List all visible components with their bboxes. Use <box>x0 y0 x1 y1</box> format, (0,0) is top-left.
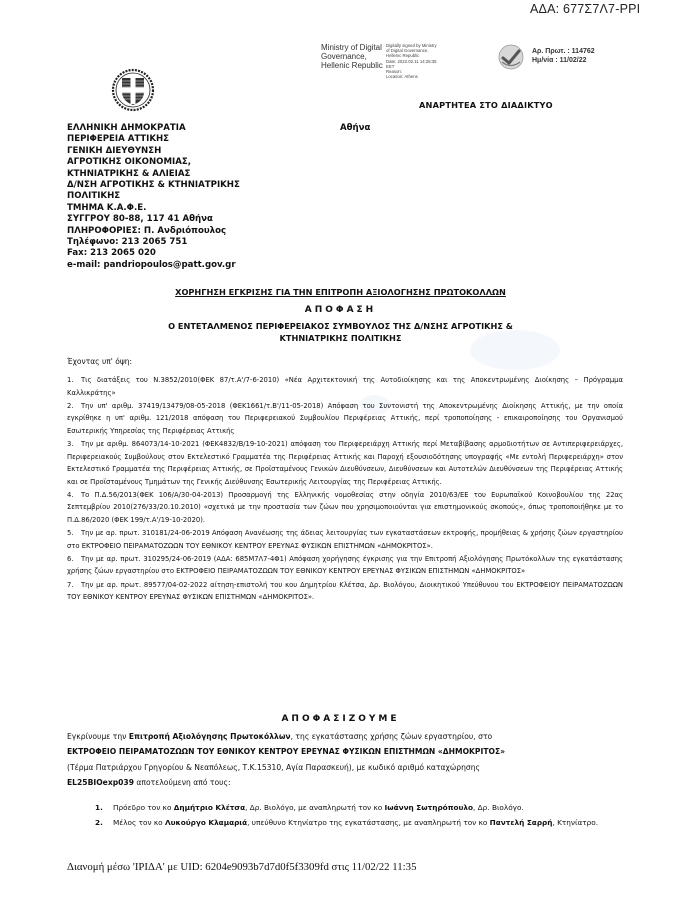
item-text: Την με αρ. πρωτ. 310181/24-06-2019 Απόφαση Ανανέωσης της άδειας λειτουργίας των εγκαταστάσεων εκτροφής, προμήθειας & χρήσης ζώων εργαστηρίου στο ΕΚΤΡΟΦΕΙΟ ΠΕΙΡΑΜΑΤΟΖΩΩΝ ΤΟΥ ΕΘΝΙΚΟΥ ΚΕΝΤΡΟΥ ΕΡΕΥΝΑΣ ΦΥΣΙΚΩΝ ΕΠΙΣΤΗΜΩΝ «ΔΗΜΟΚΡΙΤΟΣ». <box>67 529 623 550</box>
committee-members <box>95 800 625 830</box>
signature-line: of Digital Governance, <box>386 48 429 54</box>
hellenic-emblem-icon <box>111 68 155 112</box>
item-number: 6. <box>67 554 74 563</box>
sender-line: ΠΟΛΙΤΙΚΗΣ <box>67 191 121 202</box>
signature-line: EET <box>386 63 395 69</box>
item-text: Την υπ' αριθμ. 37419/13479/08-05-2018 (ΦΕΚ1661/τ.Β'/11-05-2018) Απόφαση του Συντονιστή της Αποκεντρωμένης Διοίκησης Αττικής, με την οποία εγκρίθηκε η υπ' αριθμ. 121/2018 απόφαση του Περιφερειακού Συμβουλίου Περιφέρειας Αττικής, περί τροποποίησης - επικαιροποίησης του Οργανισμού Εσωτερικής Υπηρεσίας της Περιφέρειας Αττικής <box>67 401 623 435</box>
item-text: Το Π.Δ.56/2013(ΦΕΚ 106/Α/30-04-2013) Προσαρμογή της Ελληνικής νομοθεσίας στην οδηγία 2010/63/ΕΕ του Ευρωπαϊκού Κοινοβουλίου της 22ας Σεπτεμβρίου 2010(276/33/20.10.2010) «σχετικά με την προστασία των ζώων που χρησιμοποιούνται για επιστημονικούς σκοπούς», όπως τροποποιήθηκε με το Π.Δ.86/2020 (ΦΕΚ 199/τ.Α'/19-10-2020). <box>67 490 623 525</box>
member-text <box>113 815 598 830</box>
sender-line: ΑΓΡΟΤΙΚΗΣ ΟΙΚΟΝΟΜΙΑΣ, <box>67 157 192 168</box>
signer-org-line: Governance, <box>321 52 367 61</box>
signer-org-line: Hellenic Republic <box>321 61 383 70</box>
sender-line: ΠΛΗΡΟΦΟΡΙΕΣ: Π. Ανδριόπουλος <box>67 225 227 236</box>
sender-line: Δ/ΝΣΗ ΑΓΡΟΤΙΚΗΣ & ΚΤΗΝΙΑΤΡΙΚΗΣ <box>67 180 240 191</box>
decision-text: αποτελούμενη από τους: <box>134 777 231 787</box>
member-role: Μέλος τον κο <box>113 818 165 827</box>
alternate-name: Ιωάννη Σωτηρόπουλο <box>384 803 474 812</box>
sender-line: ΚΤΗΝΙΑΤΡΙΚΗΣ & ΑΛΙΕΙΑΣ <box>67 168 191 179</box>
list-item <box>67 553 623 578</box>
item-text: Την με αρ. πρωτ. 310295/24-06-2019 (ΑΔΑ: 685Μ7Λ7-4Φ1) Απόφαση χορήγησης έγκρισης για την Επιτροπή Αξιολόγησης Πρωτόκολλων της εγκατάστασης χρήσης ζώων εργαστηρίου στο ΕΚΤΡΟΦΕΙΟ ΠΕΙΡΑΜΑΤΟΖΩΩΝ ΤΟΥ ΕΘΝΙΚΟΥ ΚΕΝΤΡΟΥ ΕΡΕΥΝΑΣ ΦΥΣΙΚΩΝ ΕΠΙΣΤΗΜΩΝ «ΔΗΜΟΚΡΙΤΟΣ» <box>67 554 623 576</box>
signer-org-line: Ministry of Digital <box>321 43 382 52</box>
member-text <box>113 800 524 815</box>
sender-line: ΓΕΝΙΚΗ ΔΙΕΥΘΥΝΣΗ <box>67 145 162 156</box>
issuing-official <box>0 321 681 344</box>
decision-text: , της εγκατάστασης χρήσης ζώων εργαστηρίου, στο <box>290 732 493 741</box>
document-title: ΑΠΟΦΑΣΗ <box>304 305 377 315</box>
post-online-notice: ΑΝΑΡΤΗΤΕΑ ΣΤΟ ΔΙΑΔΙΚΤΥΟ <box>419 100 553 110</box>
considering-heading: Έχοντας υπ' όψη: <box>67 357 133 366</box>
item-text: Την με αρ. πρωτ. 89577/04-02-2022 αίτηση-επιστολή του κου Δημητρίου Κλέτσα, Δρ. Βιολόγου, Διοικητικού Υπεύθυνου του ΕΚΤΡΟΦΕΙΟΥ ΠΕΙΡΑΜΑΤΟΖΩΩΝ ΤΟΥ ΕΘΝΙΚΟΥ ΚΕΝΤΡΟΥ ΕΡΕΥΝΑΣ ΦΥΣΙΚΩΝ ΕΠΙΣΤΗΜΩΝ «ΔΗΜΟΚΡΙΤΟΣ». <box>67 580 623 602</box>
alternate-name: Παντελή Σαρρή <box>489 818 553 827</box>
list-item <box>67 400 623 438</box>
sender-line: Τηλέφωνο: 213 2065 751 <box>67 237 188 248</box>
member-detail: , Δρ. Βιολόγο, με αναπληρωτή τον κο <box>245 803 385 812</box>
ada-code: ΑΔΑ: 677Σ7Λ7-ΡΡΙ <box>530 2 641 16</box>
sender-line: ΣΥΓΓΡΟΥ 80-88, 117 41 Αθήνα <box>67 214 213 225</box>
member-detail: , υπεύθυνο Κτηνίατρο της εγκατάστασης, με αναπληρωτή τον κο <box>247 818 490 827</box>
legal-basis-list <box>67 374 623 604</box>
member-role: Πρόεδρο τον κο <box>113 803 174 812</box>
member-number: 2. <box>95 818 103 827</box>
decision-text: Εγκρίνουμε την <box>67 732 129 741</box>
item-number: 2. <box>67 401 74 410</box>
list-item <box>67 489 623 527</box>
sender-line: ΠΕΡΙΦΕΡΕΙΑ ΑΤΤΙΚΗΣ <box>67 134 170 145</box>
member-name: Λυκούργο Κλαμαριά <box>164 818 248 827</box>
signature-line: Location: Athens <box>386 74 418 80</box>
member-item <box>95 815 625 830</box>
member-item <box>95 800 625 815</box>
signature-line: Hellenic Republic <box>386 53 420 59</box>
signer-organization <box>321 43 383 70</box>
sender-line: ΕΛΛΗΝΙΚΗ ΔΗΜΟΚΡΑΤΙΑ <box>67 123 186 133</box>
sender-line: Fax: 213 2065 020 <box>67 248 156 259</box>
item-number: 4. <box>67 490 74 499</box>
protocol-info <box>532 47 595 65</box>
registry-seal-icon <box>498 44 524 70</box>
official-line: Ο ΕΝΤΕΤΑΛΜΕΝΟΣ ΠΕΡΙΦΕΡΕΙΑΚΟΣ ΣΥΜΒΟΥΛΟΣ ΤΗΣ Δ/ΝΣΗΣ ΑΓΡΟΤΙΚΗΣ & <box>168 321 513 331</box>
list-item <box>67 527 623 552</box>
document-subject: ΧΟΡΗΓΗΣΗ ΕΓΚΡΙΣΗΣ ΓΙΑ ΤΗΝ ΕΠΙΤΡΟΠΗ ΑΞΙΟΛΟΓΗΣΗΣ ΠΡΩΤΟΚΟΛΛΩΝ <box>175 287 506 297</box>
signature-line: Date: 2022.02.11 14:25:35 <box>386 58 437 64</box>
protocol-date: Ημ/νία : 11/02/22 <box>532 57 587 64</box>
protocol-number: Αρ. Πρωτ. : 114762 <box>532 48 595 55</box>
sender-block <box>67 123 240 271</box>
decision-paragraph <box>67 729 623 790</box>
item-number: 3. <box>67 439 74 448</box>
signature-line: Digitally signed by Ministry <box>386 43 437 48</box>
facility-name: ΕΚΤΡΟΦΕΙΟ ΠΕΙΡΑΜΑΤΟΖΩΩΝ ΤΟΥ ΕΘΝΙΚΟΥ ΚΕΝΤΡΟΥ ΕΡΕΥΝΑΣ ΦΥΣΙΚΩΝ ΕΠΙΣΤΗΜΩΝ «ΔΗΜΟΚΡΙΤΟΣ» <box>67 747 506 757</box>
member-name: Δημήτριο Κλέτσα <box>173 803 246 812</box>
registration-code: EL25BIOexp039 <box>67 777 134 787</box>
list-item <box>67 374 623 399</box>
item-number: 7. <box>67 580 74 589</box>
city: Αθήνα <box>340 123 371 133</box>
list-item <box>67 579 623 604</box>
item-text: Τις διατάξεις του Ν.3852/2010(ΦΕΚ 87/τ.Α'/7-6-2010) «Νέα Αρχιτεκτονική της Αυτοδιοίκησης και της Αποκεντρωμένης Διοίκησης – Πρόγραμμα Καλλικράτης» <box>67 376 623 397</box>
distribution-footer: Διανομή μέσω 'ΙΡΙΔΑ' με UID: 6204e9093b7d7d0f5f3309fd στις 11/02/22 11:35 <box>67 861 417 873</box>
member-detail: , Δρ. Βιολόγο. <box>473 803 524 812</box>
item-number: 1. <box>67 376 74 384</box>
member-detail: , Κτηνίατρο. <box>552 818 599 827</box>
digital-signature-details <box>386 43 437 79</box>
signature-line: Reason: <box>386 69 403 75</box>
sender-email: e-mail: pandriopoulos@patt.gov.gr <box>67 259 236 270</box>
official-line: ΚΤΗΝΙΑΤΡΙΚΗΣ ΠΟΛΙΤΙΚΗΣ <box>279 332 402 343</box>
item-text: Την με αριθμ. 864073/14-10-2021 (ΦΕΚ4832/Β/19-10-2021) απόφαση του Περιφερειάρχη Αττικής περί Μεταβίβασης αρμοδιοτήτων σε Αντιπεριφερειάρχες, Περιφερειακούς Συμβούλους στον Εκτελεστικό Γραμματέα της Περιφέρειας Αττικής και Παροχή εξουσιοδότησης υπογραφής «Με εντολή Περιφερειάρχη» στον Εκτελεστικό Γραμματέα της Περιφέρειας Αττικής, σε Προϊσταμένους Γενικών Διευθύνσεων, Διευθύνσεων και Αυτοτελών Διευθύνσεων της Περιφέρειας Αττικής και σε Προϊσταμένους Τμημάτων της Γενικής Διεύθυνσης Εσωτερικής Λειτουργίας της Περιφέρειας Αττικής. <box>67 439 623 486</box>
sender-line: ΤΜΗΜΑ Κ.Α.Φ.Ε. <box>67 202 147 213</box>
item-number: 5. <box>67 529 74 538</box>
list-item <box>67 438 623 488</box>
committee-name: Επιτροπή Αξιολόγησης Πρωτοκόλλων <box>128 732 291 741</box>
member-number: 1. <box>95 803 103 812</box>
decision-heading: ΑΠΟΦΑΣΙΖΟΥΜΕ <box>281 714 400 724</box>
facility-address: (Τέρμα Πατριάρχου Γρηγορίου & Νεαπόλεως, Τ.Κ.15310, Αγία Παρασκευή), με κωδικό αριθμό καταχώρησης <box>67 762 480 772</box>
